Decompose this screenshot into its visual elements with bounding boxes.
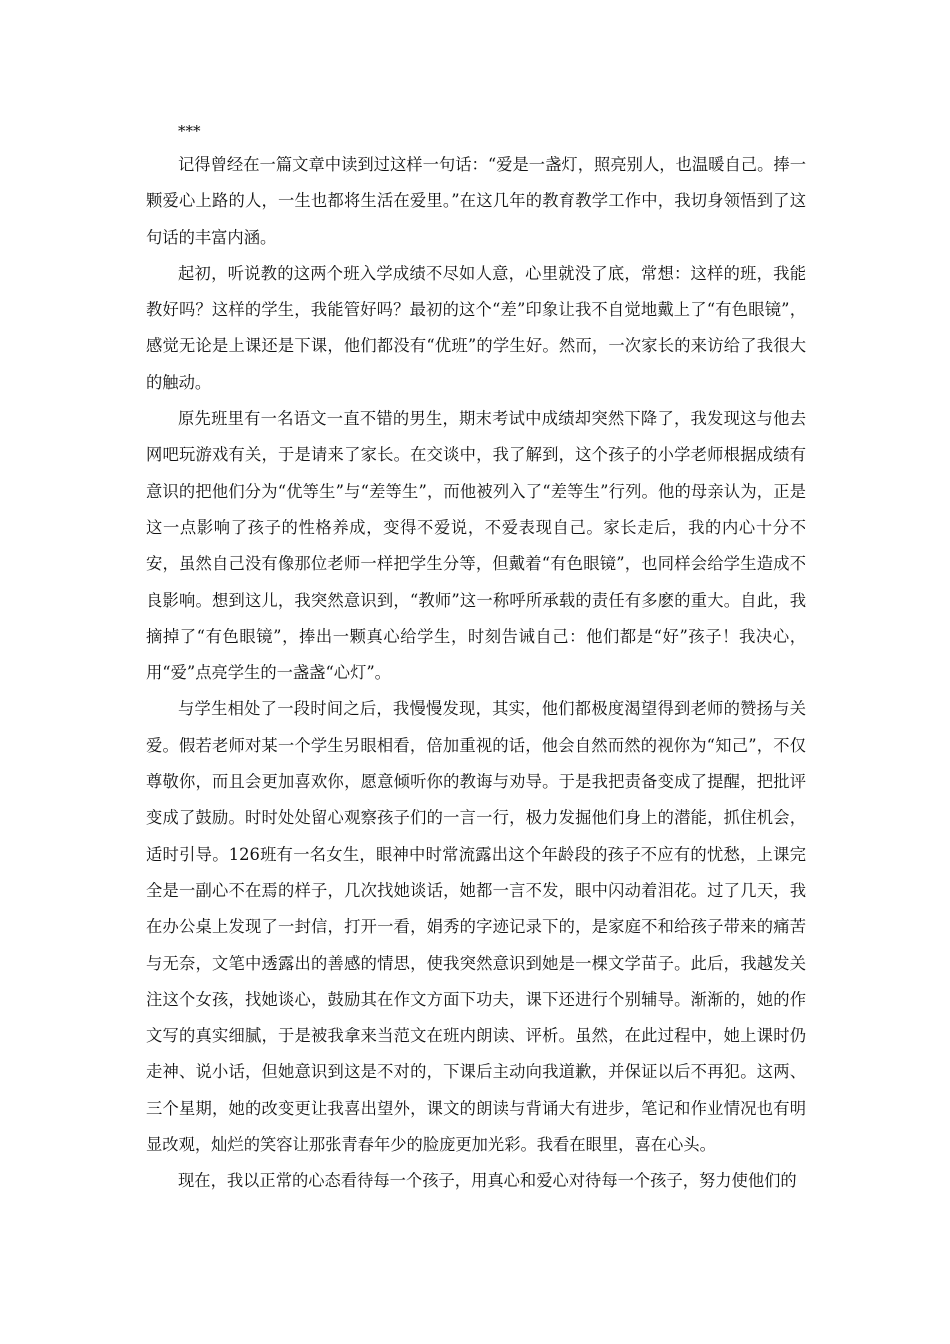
paragraph-parent-visit: 原先班里有一名语文一直不错的男生，期末考试中成绩却突然下降了，我发现这与他去网吧玩游戏有关，于是请来了家长。在交谈中，我了解到，这个孩子的小学老师根据成绩有意识的把他们分为“优等生”与“差等生”，而他被列入了“差等生”行列。他的母亲认为，正是这一点影响了孩子的性格养成，变得不爱说，不爱表现自己。家长走后，我的内心十分不安，虽然自己没有像那位老师一样把学生分等，但戴着“有色眼镜”，也同样会给学生造成不良影响。想到这儿，我突然意识到，“教师”这一称呼所承载的责任有多麽的重大。自此，我摘掉了“有色眼镜”，捧出一颗真心给学生，时刻告诫自己：他们都是“好”孩子！我决心，用“爱”点亮学生的一盏盏“心灯”。 (146, 409, 806, 683)
document-page (146, 116, 806, 1200)
paragraph-student-story: 与学生相处了一段时间之后，我慢慢发现，其实，他们都极度渴望得到老师的赞扬与关爱。假若老师对某一个学生另眼相看，倍加重视的话，他会自然而然的视你为“知己”，不仅尊敬你，而且会更加喜欢你，愿意倾听你的教诲与劝导。于是我把责备变成了提醒，把批评变成了鼓励。时时处处留心观察孩子们的一言一行，极力发掘他们身上的潜能，抓住机会，适时引导。126班有一名女生，眼神中时常流露出这个年龄段的孩子不应有的忧愁，上课完全是一副心不在焉的样子，几次找她谈话，她都一言不发，眼中闪动着泪花。过了几天，我在办公桌上发现了一封信，打开一看，娟秀的字迹记录下的，是家庭不和给孩子带来的痛苦与无奈，文笔中透露出的善感的情思，使我突然意识到她是一棵文学苗子。此后，我越发关注这个女孩，找她谈心，鼓励其在作文方面下功夫，课下还进行个别辅导。渐渐的，她的作文写的真实细腻，于是被我拿来当范文在班内朗读、评析。虽然，在此过程中，她上课时仍走神、说小话，但她意识到这是不对的，下课后主动向我道歉，并保证以后不再犯。这两、三个星期，她的改变更让我喜出望外，课文的朗读与背诵大有进步，笔记和作业情况也有明显改观，灿烂的笑容让那张青春年少的脸庞更加光彩。我看在眼里，喜在心头。 (146, 699, 806, 1155)
paragraph-first-impression: 起初，听说教的这两个班入学成绩不尽如人意，心里就没了底，常想：这样的班，我能教好吗？这样的学生，我能管好吗？最初的这个“差”印象让我不自觉地戴上了“有色眼镜”，感觉无论是上课还是下课，他们都没有“优班”的学生好。然而，一次家长的来访给了我很大的触动。 (146, 263, 806, 392)
paragraph-current-attitude: 现在，我以正常的心态看待每一个孩子，用真心和爱心对待每一个孩子，努力使他们的 (178, 1171, 797, 1191)
section-separator: *** (178, 122, 201, 140)
paragraph-love-lamp-quote: 记得曾经在一篇文章中读到过这样一句话：“爱是一盏灯，照亮别人，也温暖自己。捧一颗爱心上路的人，一生也都将生活在爱里。”在这几年的教育教学工作中，我切身领悟到了这句话的丰富内涵。 (146, 155, 806, 247)
